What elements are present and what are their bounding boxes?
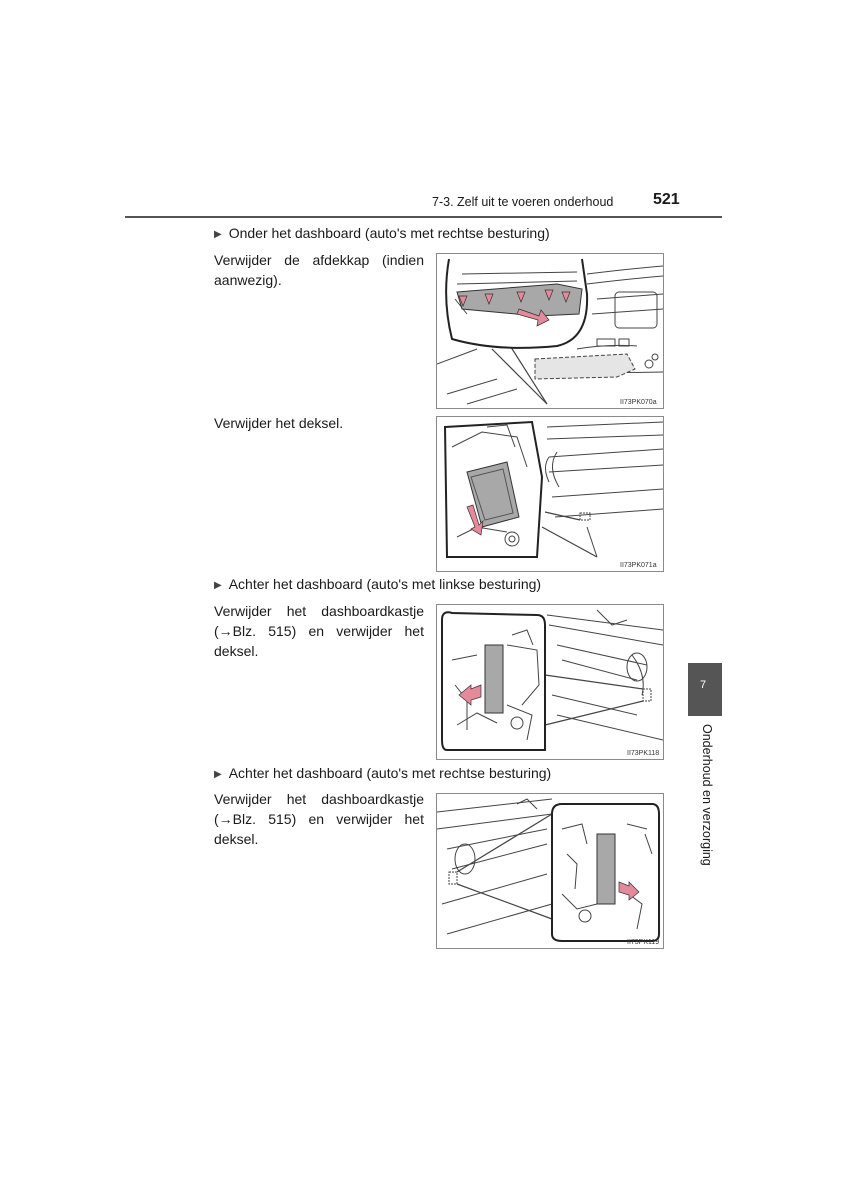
step-instruction	[214, 413, 424, 433]
instruction-line: Verwijder het dashboardkastje	[214, 603, 424, 619]
chapter-title: Onderhoud en verzorging	[700, 724, 714, 866]
instruction-line: (→Blz. 515) en verwijder het	[214, 623, 424, 639]
instruction-line: aanwezig).	[214, 272, 282, 288]
figure-code: II73PK119	[627, 939, 660, 946]
header-rule	[125, 216, 722, 218]
instruction-line: (→Blz. 515) en verwijder het	[214, 811, 424, 827]
instruction-line: Verwijder het deksel.	[214, 415, 344, 431]
section-heading-text: Onder het dashboard (auto's met rechtse besturing)	[228, 225, 550, 241]
chapter-tab	[688, 663, 722, 716]
bullet-triangle-icon: ▶	[214, 229, 222, 240]
bullet-triangle-icon: ▶	[214, 580, 222, 591]
section-heading-behind-dashboard-rhd	[214, 765, 551, 781]
step-instruction	[214, 601, 424, 661]
figure-code: II73PK118	[627, 750, 660, 757]
page-number: 521	[653, 191, 680, 208]
figure-cover-removal	[436, 253, 664, 409]
figure-glovebox-rhd	[436, 793, 664, 949]
instruction-line: deksel.	[214, 643, 259, 659]
section-heading-under-dashboard-rhd	[214, 225, 550, 241]
chapter-number: 7	[700, 679, 707, 691]
section-heading-text: Achter het dashboard (auto's met rechtse besturing)	[228, 765, 552, 781]
instruction-line: Verwijder de afdekkap (indien	[214, 252, 424, 268]
instruction-line: deksel.	[214, 831, 259, 847]
section-title: 7-3. Zelf uit te voeren onderhoud	[432, 195, 614, 209]
bullet-triangle-icon: ▶	[214, 769, 222, 780]
step-instruction	[214, 789, 424, 849]
instruction-line: Verwijder het dashboardkastje	[214, 791, 424, 807]
section-heading-behind-dashboard-lhd	[214, 576, 541, 592]
section-heading-text: Achter het dashboard (auto's met linkse besturing)	[228, 576, 542, 592]
figure-lid-removal	[436, 416, 664, 572]
figure-code: II73PK070a	[620, 399, 657, 406]
figure-glovebox-lhd	[436, 604, 664, 760]
step-instruction	[214, 250, 424, 290]
figure-code: II73PK071a	[620, 562, 657, 569]
